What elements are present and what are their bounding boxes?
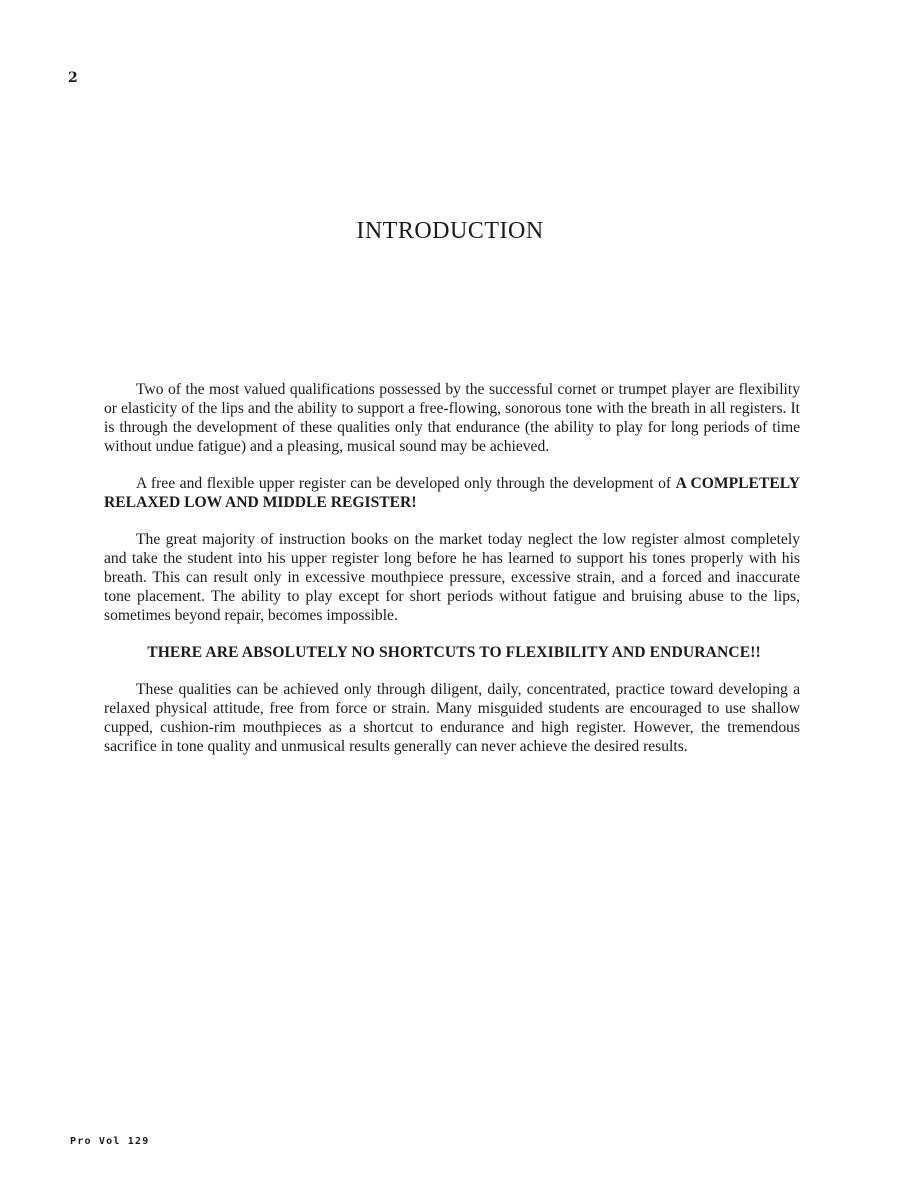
- no-shortcuts-heading: THERE ARE ABSOLUTELY NO SHORTCUTS TO FLEXIBILITY AND ENDURANCE!!: [147, 644, 761, 661]
- footer-label: Pro Vol 129: [70, 1136, 150, 1147]
- paragraph-diligent-practice: These qualities can be achieved only through diligent, daily, concentrated, practice toward developing a relaxed physical attitude, free from force or strain. Many misguided students are encouraged to use shallow cupped, cushion-rim mouthpieces as a shortcut to endurance and high register. However, the tremendous sacrifice in tone quality and unmusical results generally can never achieve the desired results.: [104, 681, 800, 755]
- page-number: 2: [68, 70, 78, 86]
- page-title: INTRODUCTION: [356, 218, 544, 244]
- introduction-body: [104, 380, 800, 774]
- paragraph-upper-register-lead: A free and flexible upper register can be developed only through the development of: [136, 475, 676, 492]
- relaxed-register-emphasis: A COMPLETELY RELAXED LOW AND MIDDLE REGISTER!: [104, 475, 800, 511]
- paragraph-upper-register: [104, 474, 800, 512]
- paragraph-instruction-books: The great majority of instruction books on the market today neglect the low register almost completely and take the student into his upper register long before he has learned to support his tones properly with his breath. This can result only in excessive mouthpiece pressure, excessive strain, and a forced and inaccurate tone placement. The ability to play except for short periods without fatigue and bruising abuse to the lips, sometimes beyond repair, becomes impossible.: [104, 531, 800, 624]
- paragraph-qualifications: Two of the most valued qualifications possessed by the successful cornet or trumpet player are flexibility or elasticity of the lips and the ability to support a free-flowing, sonorous tone with the breath in all registers. It is through the development of these qualities only that endurance (the ability to play for long periods of time without undue fatigue) and a pleasing, musical sound may be achieved.: [104, 381, 800, 455]
